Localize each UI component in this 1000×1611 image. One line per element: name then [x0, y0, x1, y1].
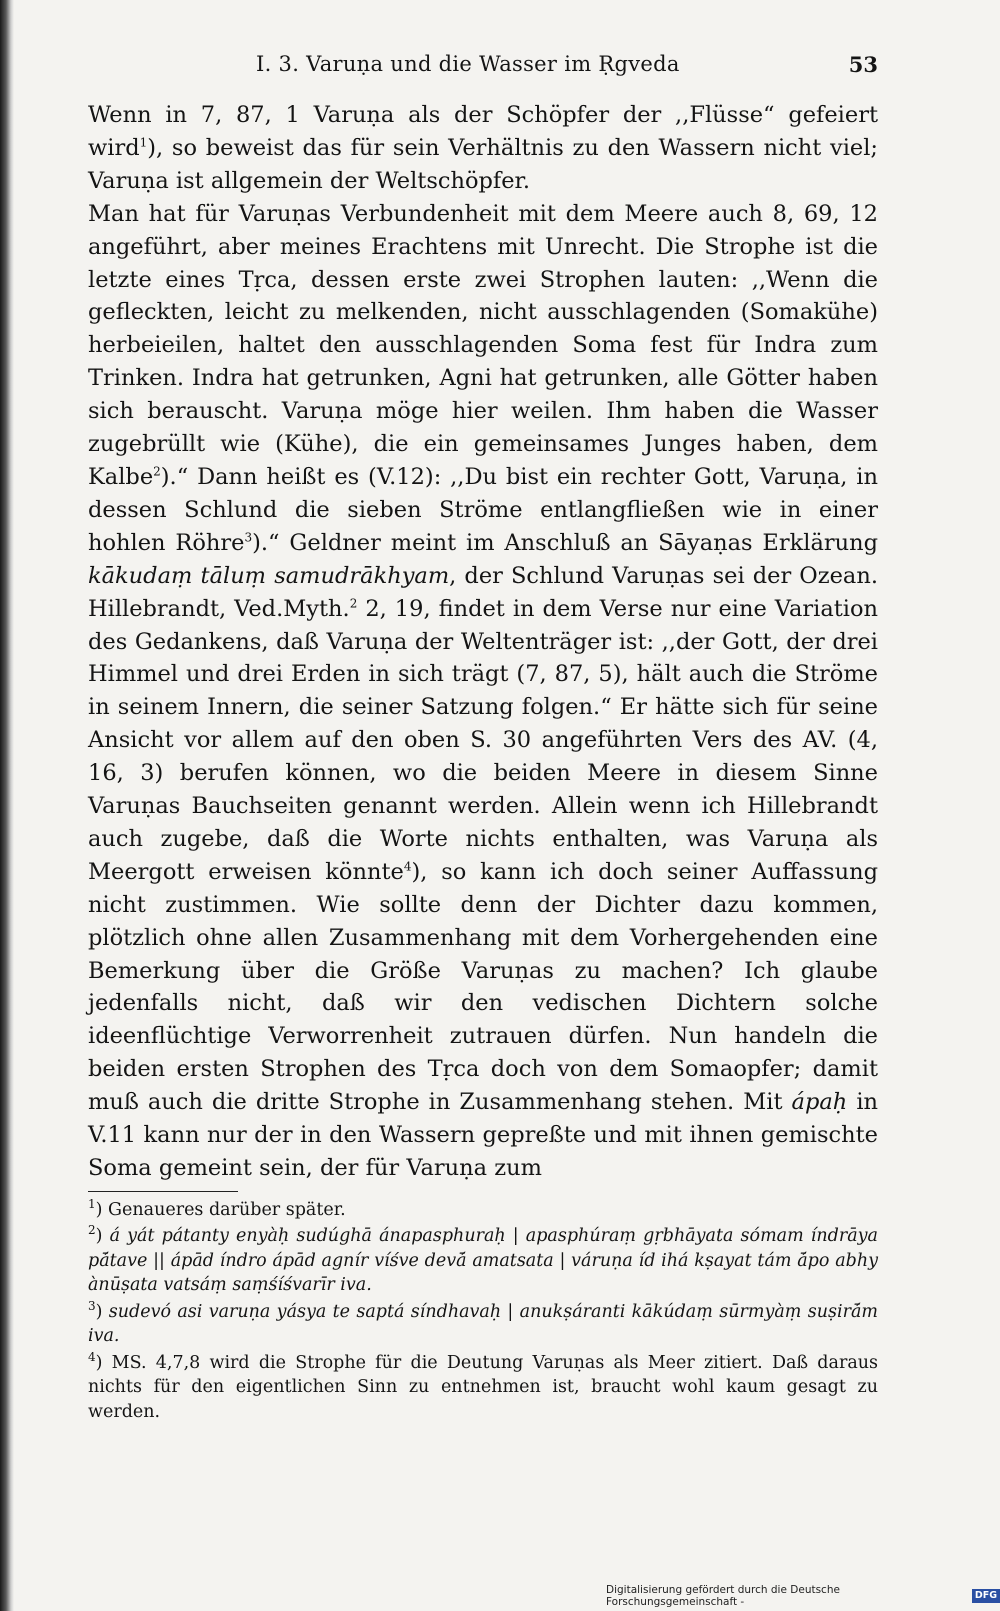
footnote-text: ) Genaueres darüber später.	[95, 1199, 346, 1220]
running-title: I. 3. Varuṇa und die Wasser im Ṛgveda	[256, 52, 680, 76]
footnote-4	[88, 1351, 878, 1425]
italic-term: ápaḥ	[791, 1089, 848, 1116]
text-run: , der Schlund Varuṇas sei der Ozean. Hillebrandt, Ved.Myth.	[88, 562, 878, 622]
footnotes	[88, 1198, 878, 1425]
footnote-1	[88, 1198, 878, 1223]
footnote-mark: 3	[88, 1299, 96, 1314]
text-run: 2, 19, findet in dem Verse nur eine Variation des Gedankens, daß Varuṇa der Weltenträger ist: ,,der Gott, der drei Himmel und drei Erden in sich trägt (7, 87, 5), hält auch die Ströme in seinem Innern, die seiner Satzung folgen.“ Er hätte sich für seine Ansicht vor allem auf den oben S. 30 angeführten Vers des AV. (4, 16, 3) berufen können, wo die beiden Meere in diesem Sinne Varuṇas Bauchseiten genannt werden. Allein wenn ich Hillebrandt auch zugebe, daß die Worte nichts enthalten, was Varuṇa als Meergott erweisen könnte	[88, 595, 879, 885]
document-page	[88, 48, 878, 1426]
text-run: Man hat für Varuṇas Verbundenheit mit dem Meere auch 8, 69, 12 angeführt, aber meines Erachtens mit Unrecht. Die Strophe ist die letzte eines Tṛca, dessen erste zwei Strophen lauten: ,,Wenn die gefleckten, leicht zu melkenden, nicht ausschlagenden (Somakühe) herbeieilen, haltet den ausschlagenden Soma fest für Indra zum Trinken. Indra hat getrunken, Agni hat getrunken, alle Götter haben sich berauscht. Varuṇa möge hier weilen. Ihm haben die Wasser zugebrüllt wie (Kühe), die ein gemeinsames Junges haben, dem Kalbe	[88, 200, 878, 490]
footnote-mark: 4	[88, 1350, 96, 1365]
text-run: ).“ Geldner meint im Anschluß an Sāyaṇas Erklärung	[252, 529, 878, 556]
footnote-ref-1: 1	[139, 135, 148, 150]
footnote-2: $^2$) á yát pátanty enyàḥ sudúghā ánapasphuraḥ | apasphúraṃ gṛbhāyata sómam índrāya pā́tave || ápād índro ápād agnír víśve devā́ amatsata | váruṇa íd ihá kṣayat tám ā́po abhy ànūṣata vatsáṃ saṃśíśvarīr iva.	[88, 1223, 878, 1296]
paragraph-1	[88, 99, 878, 198]
footnote-3: $^3$) sudevó asi varuṇa yásya te saptá síndhavaḥ | anukṣáranti kākúdaṃ sūrmyàṃ suṣirā́m iva.	[88, 1299, 878, 1347]
footnote-text: sudevó asi varuṇa yásya te saptá síndhavaḥ | anukṣáranti kākúdaṃ sūrmyàṃ suṣirā́m iva.	[88, 1301, 878, 1347]
digitization-footer	[606, 1586, 1000, 1606]
footer-text: Digitalisierung gefördert durch die Deutsche Forschungsgemeinschaft -	[606, 1584, 840, 1608]
text-run: ), so beweist das für sein Verhältnis zu den Wassern nicht viel; Varuṇa ist allgemein der Weltschöpfer.	[88, 134, 878, 194]
text-run: ), so kann ich doch seiner Auffassung nicht zustimmen. Wie sollte denn der Dichter dazu kommen, plötzlich ohne allen Zusammenhang mit dem Vorhergehenden eine Bemerkung über die Größe Varuṇas zu machen? Ich glaube jedenfalls nicht, daß wir den vedischen Dichtern solche ideenflüchtige Verworrenheit zutrauen dürfen. Nun handeln die beiden ersten Strophen des Tṛca doch von dem Somaopfer; damit muß auch die dritte Strophe in Zusammenhang stehen. Mit	[88, 858, 878, 1116]
footnote-text: ) MS. 4,7,8 wird die Strophe für die Deutung Varuṇas als Meer zitiert. Daß daraus nichts für den eigentlichen Sinn zu entnehmen ist, braucht wohl kaum gesagt zu werden.	[88, 1352, 878, 1422]
dfg-logo: DFG	[972, 1589, 1000, 1603]
footnote-mark: 1	[88, 1197, 96, 1212]
text-run: ).“ Dann heißt es (V.12): ,,Du bist ein rechter Gott, Varuṇa, in dessen Schlund die sieben Ströme entlangfließen wie in einer hohlen Röhre	[88, 463, 878, 556]
body-text	[88, 99, 878, 1185]
page-number: 53	[848, 52, 878, 77]
page-header	[88, 48, 878, 82]
italic-term: kākudaṃ tāluṃ samudrākhyam	[88, 562, 450, 589]
text-run: in V.11 kann nur der in den Wassern gepreßte und mit ihnen gemischte Soma gemeint sein, der für Varuṇa zum	[88, 1089, 878, 1181]
footnote-ref-2: 2	[153, 464, 161, 479]
footnote-ref-4: 4	[403, 859, 412, 874]
footnote-divider	[88, 1191, 238, 1192]
paragraph-2	[88, 198, 878, 1185]
footnote-mark: 2	[88, 1223, 96, 1238]
scan-left-edge	[0, 0, 14, 1611]
edition-superscript: 2	[349, 596, 358, 611]
text-run: Wenn in 7, 87, 1 Varuṇa als der Schöpfer der ,,Flüsse“ gefeiert wird	[88, 102, 878, 161]
footnote-text: á yát pátanty enyàḥ sudúghā ánapasphuraḥ | apasphúraṃ gṛbhāyata sómam índrāya pā́tave || ápād índro ápād agnír víśve devā́ amatsata | váruṇa íd ihá kṣayat tám ā́po abhy ànūṣata vatsáṃ saṃśíśvarīr iva.	[88, 1226, 878, 1296]
footnote-ref-3: 3	[244, 530, 253, 545]
